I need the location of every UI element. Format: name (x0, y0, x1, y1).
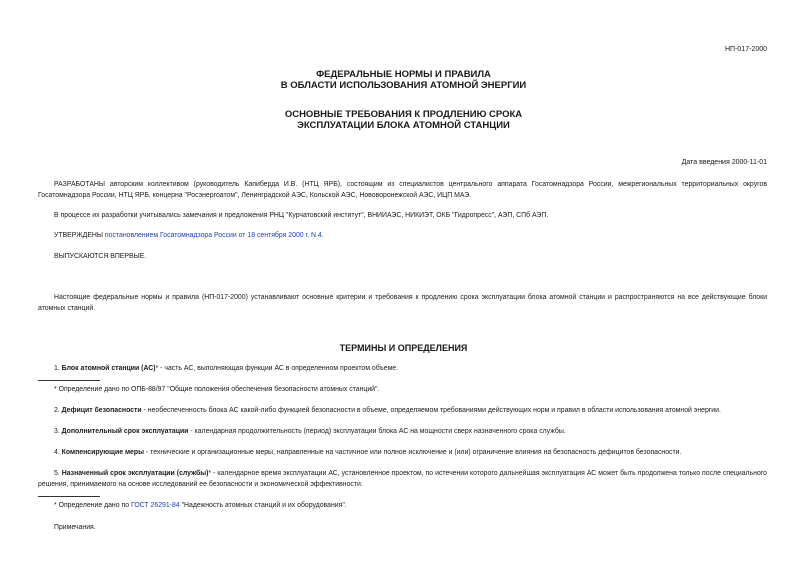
term-item: 4. Компенсирующие меры - технические и организационные меры, направленные на частичное или полное исключение и (или) ограничение влияния на безопасность дефицитов безопасности. (54, 449, 682, 456)
title-line-3: ОСНОВНЫЕ ТРЕБОВАНИЯ К ПРОДЛЕНИЮ СРОКА (284, 109, 523, 120)
term-name: Блок атомной станции (АС) (61, 365, 156, 372)
term-definition: - технические и организационные меры, направленные на частичное или полное исключение и (или) ограничение влияния на безопасность дефицитов безопасности. (145, 449, 682, 456)
intro-date: Дата введения 2000-11-01 (681, 159, 767, 166)
first-issue-paragraph (38, 251, 767, 262)
term-definition: - календарное время эксплуатации АС, установленное проектом, по истечении которого дальнейшая эксплуатация АС может быть продолжена только после специального решения, принимаемого на основе исследований ее безопасности и экономической эффективности. (38, 470, 767, 488)
term-definition: - календарная продолжительность (период) эксплуатации блока АС на мощности сверх назначенного срока службы. (190, 428, 566, 435)
footnote-1: * Определение дано по ОПБ-88/97 "Общие положения обеспечения безопасности атомных станций". (54, 386, 380, 393)
document-code: НП-017-2000 (725, 46, 767, 53)
term-definition: - часть АС, выполняющая функции АС в определенном проектом объеме. (160, 365, 399, 372)
first-issue-text: ВЫПУСКАЮТСЯ ВПЕРВЫЕ. (54, 253, 147, 260)
developed-text: РАЗРАБОТАНЫ авторским коллективом (руководитель Капиберда И.В. (НТЦ ЯРБ), состоящим из специалистов центрального аппарата Госатомнадзора России, межрегиональных территориальных округов Госатомнадзора России, НТЦ ЯРБ, концерна "Росэнергоатом", Ленинградской АЭС, Кольской АЭС, Нововоронежской АЭС, ИЦП МАЭ. (38, 181, 767, 199)
footnote-rule (38, 496, 100, 497)
remarks-text: В процессе их разработки учитывались замечания и предложения РНЦ "Курчатовский институт", ВНИИАЭС, НИКИЭТ, ОКБ "Гидропресс", АЭП, СПб АЭП. (54, 212, 549, 219)
gost-link[interactable]: ГОСТ 26291-84 (130, 502, 180, 509)
title-line-4: ЭКСПЛУАТАЦИИ БЛОКА АТОМНОЙ СТАНЦИИ (297, 120, 510, 131)
developed-paragraph (38, 179, 767, 201)
section-heading: ТЕРМИНЫ И ОПРЕДЕЛЕНИЯ (339, 343, 468, 353)
term-name: Компенсирующие меры (61, 449, 144, 456)
title-line-1: ФЕДЕРАЛЬНЫЕ НОРМЫ И ПРАВИЛА (316, 69, 491, 80)
approved-paragraph (38, 230, 767, 241)
term-name: Дефицит безопасности (61, 407, 142, 414)
remarks-paragraph (38, 210, 767, 221)
document-subtitle (0, 109, 807, 131)
term-item: 3. Дополнительный срок эксплуатации - календарная продолжительность (период) эксплуатации блока АС на мощности сверх назначенного срока службы. (54, 428, 566, 435)
approved-prefix: УТВЕРЖДЕНЫ (54, 232, 105, 239)
scope-paragraph (38, 292, 767, 314)
document-title (0, 69, 807, 91)
notes-label: Примечания. (54, 524, 96, 531)
footnote-rule (38, 380, 100, 381)
approval-link[interactable]: постановлением Госатомнадзора России от 18 сентября 2000 г. N 4 (104, 232, 322, 239)
scope-text: Настоящие федеральные нормы и правила (НП-017-2000) устанавливают основные критерии и требования к продлению срока эксплуатации блока атомной станции и распространяются на все действующие блоки атомных станций. (38, 294, 767, 312)
footnote-2: * Определение дано по ГОСТ 26291-84 "Надежность атомных станций и их оборудования". (54, 502, 347, 509)
term-item: 1. Блок атомной станции (АС)* - часть АС, выполняющая функции АС в определенном проектом объеме. (54, 365, 399, 372)
term-item: 5. Назначенный срок эксплуатации (службы)* - календарное время эксплуатации АС, установленное проектом, по истечении которого дальнейшая эксплуатация АС может быть продолжена только после специального решения, принимаемого на основе исследований ее безопасности и экономической эффективности. (38, 470, 767, 488)
term-name: Назначенный срок эксплуатации (службы) (61, 470, 209, 477)
term-definition: - необеспеченность блока АС какой-либо функцией безопасности в объеме, определяемом требованиями действующих норм и правил в области использования атомной энергии. (143, 407, 721, 414)
title-line-2: В ОБЛАСТИ ИСПОЛЬЗОВАНИЯ АТОМНОЙ ЭНЕРГИИ (280, 80, 527, 91)
term-item: 2. Дефицит безопасности - необеспеченность блока АС какой-либо функцией безопасности в объеме, определяемом требованиями действующих норм и правил в области использования атомной энергии. (54, 407, 721, 414)
approved-suffix: . (321, 232, 324, 239)
term-name: Дополнительный срок эксплуатации (61, 428, 189, 435)
